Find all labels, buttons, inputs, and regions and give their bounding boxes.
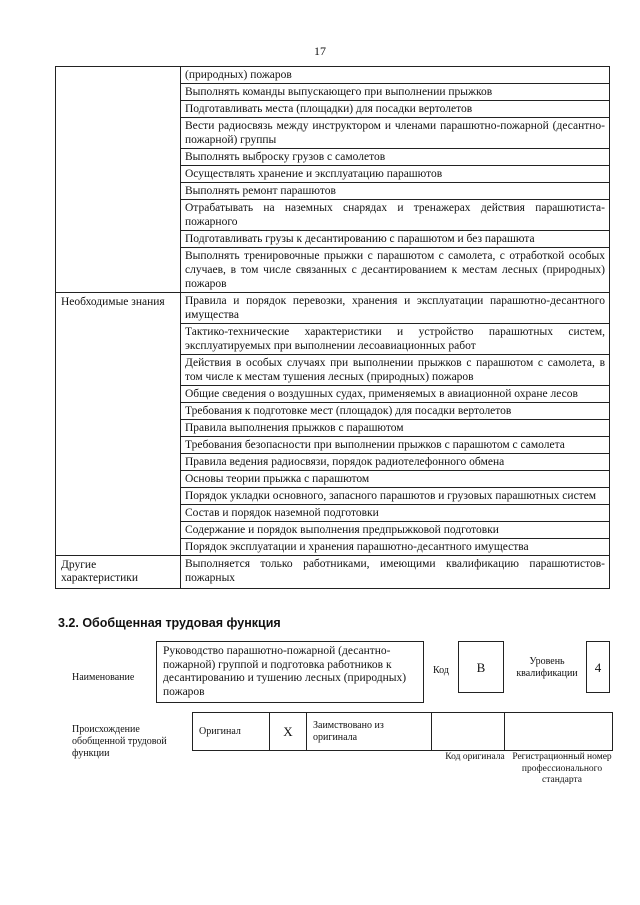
table-cell: Выполнять ремонт парашютов (181, 183, 610, 200)
table-cell: Основы теории прыжка с парашютом (181, 471, 610, 488)
table-row (56, 556, 610, 589)
actions-category-cell (56, 67, 181, 293)
table-cell: Выполнять тренировочные прыжки с парашютом с самолета, с отработкой особых случаев, в том числе связанных с десантированием к местам лесных (природных) пожаров (181, 248, 610, 293)
name-label: Наименование (72, 672, 135, 683)
origin-table (192, 712, 613, 751)
table-cell: Правила ведения радиосвязи, порядок радиотелефонного обмена (181, 454, 610, 471)
table-cell: Вести радиосвязь между инструктором и членами парашютно-пожарной (десантно-пожарной) группы (181, 118, 610, 149)
original-label: Оригинал (199, 725, 241, 737)
table-cell: Содержание и порядок выполнения предпрыжковой подготовки (181, 522, 610, 539)
table-cell: Тактико-технические характеристики и устройство парашютных систем, эксплуатируемых при выполнении лесоавиационных работ (181, 324, 610, 355)
table-row (56, 293, 610, 324)
original-cell (193, 713, 270, 751)
section-heading: 3.2. Обобщенная трудовая функция (58, 616, 281, 630)
origin-code-cell (432, 713, 505, 751)
origin-label: Происхождение обобщенной трудовой функции (72, 724, 167, 759)
knowledge-category-cell-label: Необходимые знания (61, 296, 165, 308)
knowledge-category-cell (56, 293, 181, 556)
other-category-cell-label: Другие характеристики (61, 559, 139, 584)
table-row (56, 67, 610, 84)
table-cell: Отрабатывать на наземных снарядах и тренажерах действия парашютиста-пожарного (181, 200, 610, 231)
table-cell: Выполнять команды выпускающего при выполнении прыжков (181, 84, 610, 101)
origin-code-label: Код оригинала (445, 752, 505, 762)
table-cell: Состав и порядок наземной подготовки (181, 505, 610, 522)
table-cell: Порядок эксплуатации и хранения парашютно-десантного имущества (181, 539, 610, 556)
code-label: Код (433, 665, 449, 676)
reg-number-cell (505, 713, 613, 751)
table-cell: Общие сведения о воздушных судах, применяемых в авиационной охране лесов (181, 386, 610, 403)
page-number: 17 (314, 44, 326, 58)
table-cell: Подготавливать грузы к десантированию с парашютом и без парашюта (181, 231, 610, 248)
table-cell: Осуществлять хранение и эксплуатацию парашютов (181, 166, 610, 183)
level-label: Уровень квалификации (516, 656, 578, 679)
function-name-box: Руководство парашютно-пожарной (десантно-пожарной) группой и подготовка работников к десантированию и тушению лесных (природных) пожаров (156, 641, 424, 703)
table-cell: Требования безопасности при выполнении прыжков с парашютом с самолета (181, 437, 610, 454)
level-value: 4 (586, 641, 610, 693)
table-cell: Действия в особых случаях при выполнении прыжков с парашютом с самолета, в том числе к местам тушения лесных (природных) пожаров (181, 355, 610, 386)
other-category-cell (56, 556, 181, 589)
borrowed-label: Заимствовано из оригинала (307, 713, 432, 751)
reg-number-label: Регистрационный номер профессионального стандарта (512, 752, 612, 785)
table-cell: Выполнять выброску грузов с самолетов (181, 149, 610, 166)
table-cell: Правила выполнения прыжков с парашютом (181, 420, 610, 437)
table-cell: Выполняется только работниками, имеющими квалификацию парашютистов-пожарных (181, 556, 610, 589)
table-cell: Порядок укладки основного, запасного парашютов и грузовых парашютных систем (181, 488, 610, 505)
code-value: B (458, 641, 504, 693)
original-mark: X (270, 713, 307, 751)
table-cell: Подготавливать места (площадки) для посадки вертолетов (181, 101, 610, 118)
labor-actions-table (55, 66, 610, 589)
table-cell: Правила и порядок перевозки, хранения и эксплуатации парашютно-десантного имущества (181, 293, 610, 324)
table-cell: (природных) пожаров (181, 67, 610, 84)
table-cell: Требования к подготовке мест (площадок) для посадки вертолетов (181, 403, 610, 420)
